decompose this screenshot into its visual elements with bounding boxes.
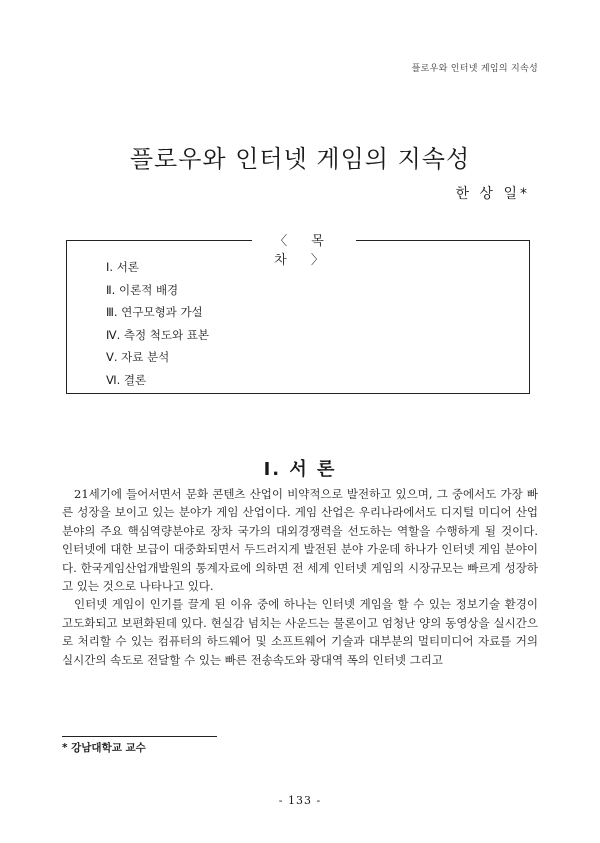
toc-item: Ⅵ. 결론 [106,372,147,387]
running-header: 플로우와 인터넷 게임의 지속성 [411,64,538,74]
author: 한 상 일* [455,186,530,202]
section-heading: Ⅰ. 서 론 [263,458,337,480]
toc-item: Ⅳ. 측정 척도와 표본 [106,327,209,342]
footnote: * 강남대학교 교수 [62,742,146,754]
toc-item: Ⅲ. 연구모형과 가설 [106,305,203,319]
page-number: - 133 - [278,794,322,807]
toc-item: Ⅰ. 서론 [106,260,139,274]
toc-heading: 〈 목 차 〉 [252,230,356,268]
footnote-rule [62,736,217,737]
toc-item: Ⅴ. 자료 분석 [106,350,170,364]
body-paragraph: 인터넷 게임이 인기를 끌게 된 이유 중에 하나는 인터넷 게임을 할 수 있는 정보기술 환경이 고도화되고 보편화된데 있다. 현실감 넘치는 사운드는 물론이고 엄청난 양의 동영상을 실시간으로 처리할 수 있는 컴퓨터의 하드웨어 및 소프트웨어 기술과 대부분의 멀티미디어 자료를 거의 실시간의 속도로 전달할 수 있는 빠른 전송속도와 광대역 폭의 인터넷 그리고 [62,597,538,667]
toc-list [106,256,209,391]
toc-item: Ⅱ. 이론적 배경 [106,282,179,297]
body-paragraph: 21세기에 들어서면서 문화 콘텐츠 산업이 비약적으로 발전하고 있으며, 그 중에서도 가장 빠른 성장을 보이고 있는 분야가 게임 산업이다. 게임 산업은 우리나라에서도 디지털 미디어 산업 분야의 주요 핵심역량분야로 장차 국가의 대외경쟁력을 선도하는 역할을 수행하게 될 것이다. 인터넷에 대한 보급이 대중화되면서 두드러지게 발전된 분야 가운데 하나가 인터넷 게임 분야이다. 한국게임산업개발원의 통계자료에 의하면 전 세계 인터넷 게임의 시장규모는 빠르게 성장하고 있는 것으로 나타나고 있다. [62,487,538,594]
body-text [62,485,538,669]
paper-title: 플로우와 인터넷 게임의 지속성 [129,145,471,174]
